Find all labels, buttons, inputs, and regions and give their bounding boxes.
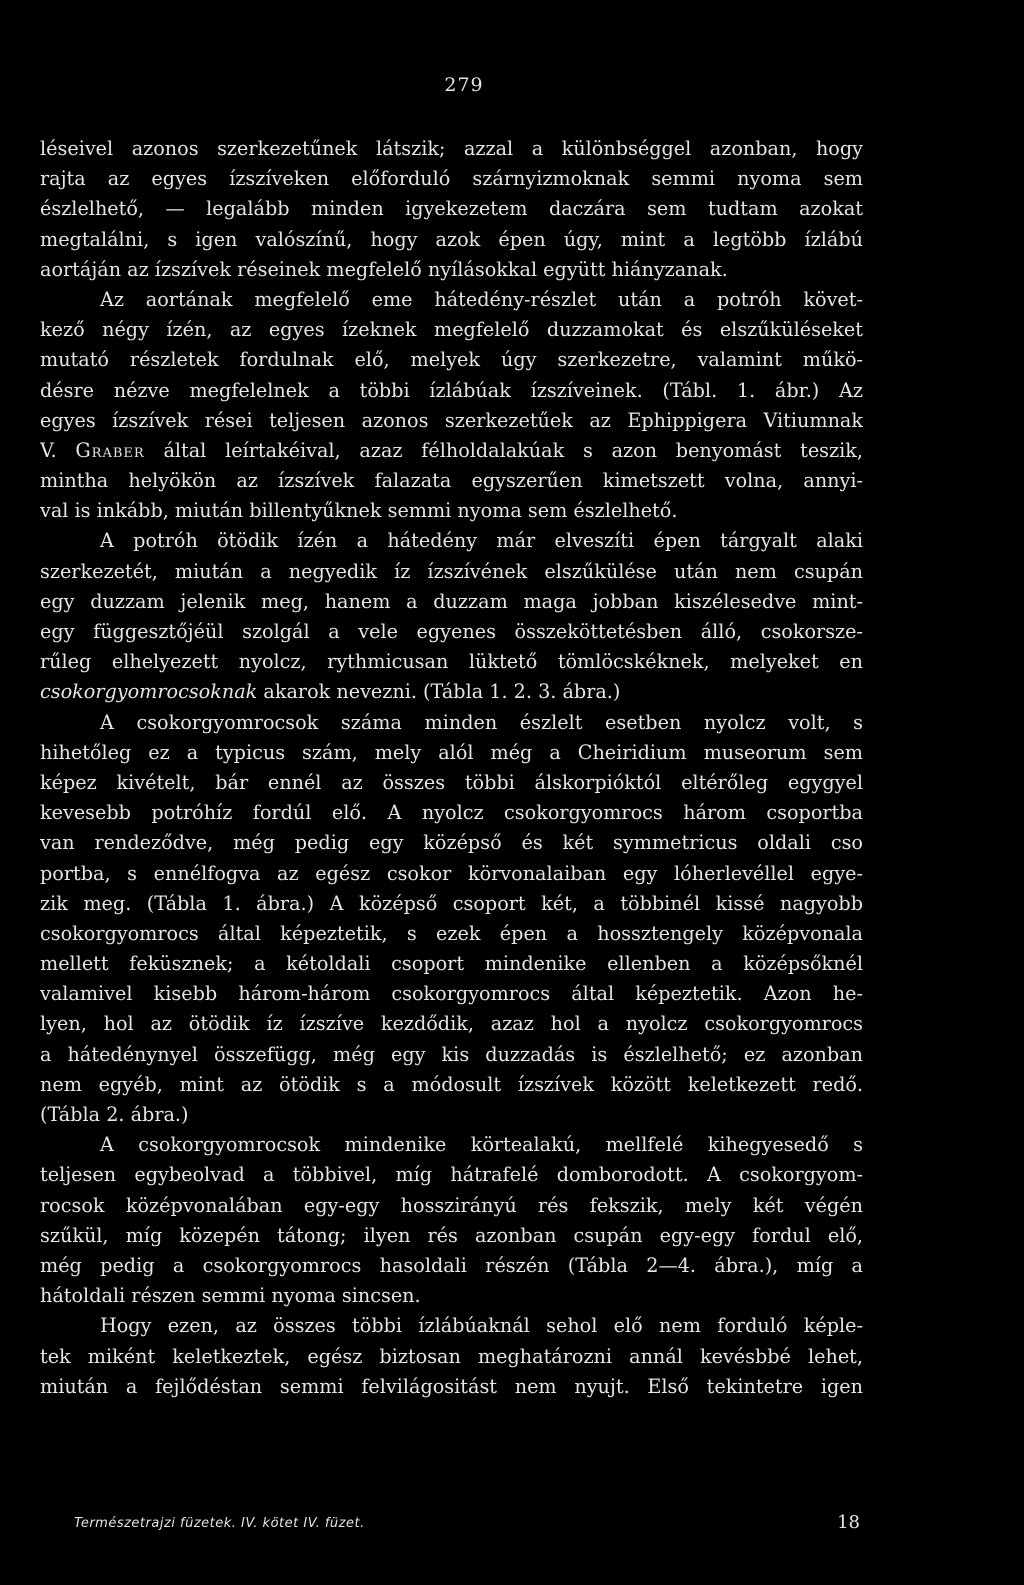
line-text: Az aortának megfelelő eme hátedény-részlet után a potróh követ- [100,287,863,311]
text-line [40,557,863,587]
text-line [40,828,863,858]
italic-term: csokorgyomrocsoknak [40,680,258,704]
line-text: lyen, hol az ötödik íz ízszíve kezdődik, azaz hol a nyolcz csokorgyomrocs [40,1012,863,1036]
line-text-rest: által leírtakéival, azaz félholdalakúak s azon benyomást teszik, [144,438,863,462]
line-text: léseivel azonos szerkezetűnek látszik; azzal a különbséggel azonban, hogy [40,137,863,160]
text-line [40,466,863,496]
line-text: mintha helyökön az ízszívek falazata egyszerűen kimetszett volna, annyi- [40,469,863,493]
line-text: teljesen egybeolvad a többivel, míg hátrafelé domborodott. A csokorgyom- [40,1163,863,1187]
text-line [40,587,863,617]
line-text: aortáján az ízszívek réseinek megfelelő nyílásokkal együtt hiányzanak. [40,257,728,281]
text-line [40,768,863,798]
journal-citation: Természetrajzi füzetek. IV. kötet IV. füzet. [74,1516,365,1531]
text-line [40,1100,863,1130]
line-text: szerkezetét, miután a negyedik íz ízszívének elszűkülése után nem csupán [40,559,863,583]
line-text: észlelhető, — legalább minden igyekezetem daczára sem tudtam azokat [40,197,863,221]
line-text: megtalálni, s igen valószínű, hogy azok épen úgy, mint a legtöbb ízlábú [40,227,863,251]
line-text: A csokorgyomrocsok mindenike körtealakú, mellfelé kihegyesedő s [100,1133,863,1157]
text-line [40,1311,863,1341]
text-line [40,1281,863,1311]
text-line [40,738,863,768]
line-text: miután a fejlődéstan semmi felvilágositást nem nyujt. Első tekintetre igen [40,1374,863,1398]
line-text: még pedig a csokorgyomrocs hasoldali részén (Tábla 2—4. ábra.), míg a [40,1253,863,1277]
text-line [40,677,863,707]
line-text: egyes ízszívek rései teljesen azonos szerkezetűek az Ephippigera Vitiumnak [40,408,863,432]
line-text: A potróh ötödik ízén a hátedény már elveszíti épen tárgyalt alaki [100,529,863,553]
line-text: Hogy ezen, az összes többi ízlábúaknál sehol elő nem forduló képle- [100,1314,863,1338]
line-text: rűleg elhelyezett nyolcz, rythmicusan lüktető tömlöcskéknek, melyeket en [40,650,863,674]
page-footer [74,1512,860,1540]
line-text: hátoldali részen semmi nyoma sincsen. [40,1284,421,1308]
line-text: zik meg. (Tábla 1. ábra.) A középső csoport két, a többinél kissé nagyobb [40,891,863,915]
text-line [40,1221,863,1251]
line-text: valamivel kisebb három-három csokorgyomrocs által képeztetik. Azon he- [40,982,863,1006]
line-text: kevesebb potróhíz fordúl elő. A nyolcz csokorgyomrocs három csoportba [40,801,863,825]
line-text: (Tábla 2. ábra.) [40,1103,189,1126]
signature-number: 18 [837,1512,860,1533]
line-text: szűkül, míg közepén tátong; ilyen rés azonban csupán egy-egy fordul elő, [40,1223,863,1247]
line-text: rocsok középvonalában egy-egy hosszirányú rés fekszik, mely két végén [40,1193,863,1217]
line-text: tek miként keletkeztek, egész biztosan meghatározni annál kevésbbé lehet, [40,1344,863,1368]
author-name: Graber [75,438,145,462]
text-line [40,798,863,828]
text-line [40,1070,863,1100]
line-text: portba, s ennélfogva az egész csokor körvonalaiban egy lóherlevéllel egye- [40,861,863,885]
text-line [40,1342,863,1372]
text-line [40,647,863,677]
text-line [40,255,863,285]
line-text: kező négy ízén, az egyes ízeknek megfelelő duzzamokat és elszűküléseket [40,318,863,342]
text-line [40,1040,863,1070]
text-line [40,285,863,315]
text-line [40,315,863,345]
text-line [40,708,863,738]
text-line [40,194,863,224]
text-line [40,889,863,919]
line-text: nem egyéb, mint az ötödik s a módosult ízszívek között keletkezett redő. [40,1072,863,1096]
line-text: mellett feküsznek; a kétoldali csoport mindenike ellenben a középsőknél [40,952,863,976]
line-text: hihetőleg ez a typicus szám, mely alól még a Cheiridium museorum sem [40,740,863,764]
line-text: désre nézve megfelelnek a többi ízlábúak ízszíveinek. (Tábl. 1. ábr.) Az [40,378,863,402]
text-line [40,919,863,949]
text-line [40,1160,863,1190]
text-line [40,376,863,406]
text-line [40,225,863,255]
line-text: rajta az egyes ízszíveken előforduló szárnyizmoknak semmi nyoma sem [40,167,863,191]
text-line [40,617,863,647]
line-text: képez kivételt, bár ennél az összes többi álskorpióktól eltérőleg egygyel [40,770,863,794]
text-line [40,436,863,466]
text-line [40,345,863,375]
body-text [40,134,863,1402]
line-text: V. [40,438,76,462]
text-line [40,1009,863,1039]
line-text: egy függesztőjéül szolgál a vele egyenes összeköttetésben álló, csokorsze- [40,620,863,643]
line-text-rest: akarok nevezni. (Tábla 1. 2. 3. ábra.) [257,680,621,704]
line-text: a hátedénynyel összefügg, még egy kis duzzadás is észlelhető; ez azonban [40,1042,863,1066]
page-number: 279 [444,74,484,96]
text-line [40,1191,863,1221]
line-text: mutató részletek fordulnak elő, melyek úgy szerkezetre, valamint műkö- [40,348,863,372]
line-text: egy duzzam jelenik meg, hanem a duzzam maga jobban kiszélesedve mint- [40,589,863,613]
line-text: csokorgyomrocs által képeztetik, s ezek épen a hossztengely középvonala [40,921,863,945]
text-line [40,496,863,526]
text-line [40,1372,863,1402]
text-line [40,979,863,1009]
text-line [40,406,863,436]
line-text: A csokorgyomrocsok száma minden észlelt esetben nyolcz volt, s [100,710,863,734]
text-line [40,949,863,979]
text-line [40,1251,863,1281]
text-line [40,1130,863,1160]
line-text: van rendeződve, még pedig egy középső és két symmetricus oldali cso [40,831,863,855]
text-line [40,164,863,194]
text-line [40,134,863,164]
text-line [40,859,863,889]
line-text: val is inkább, miután billentyűknek semmi nyoma sem észlelhető. [40,499,678,523]
text-line [40,526,863,556]
